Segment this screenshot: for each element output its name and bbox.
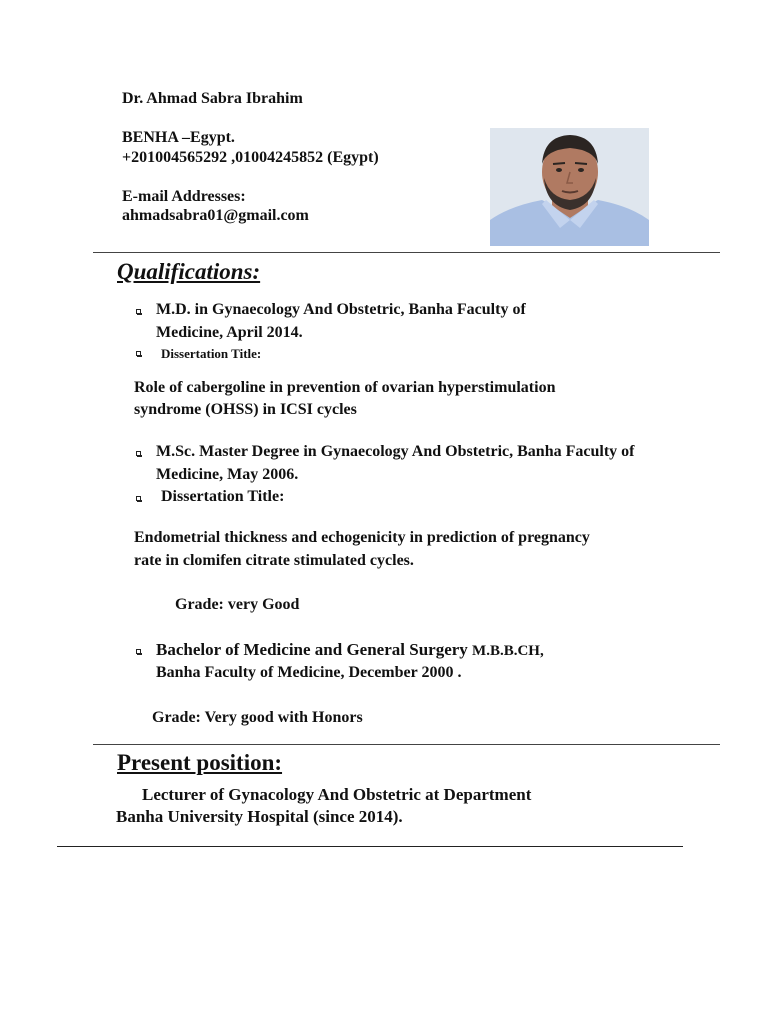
md-degree-line2: Medicine, April 2014. [156, 324, 303, 341]
present-position-heading: Present position: [117, 750, 283, 775]
mbbch-grade: Grade: Very good with Honors [152, 709, 363, 726]
candidate-name: Dr. Ahmad Sabra Ibrahim [122, 90, 303, 107]
square-bullet-icon [136, 451, 141, 456]
msc-dissertation-label: Dissertation Title: [161, 488, 285, 505]
divider-header [93, 252, 720, 253]
square-bullet-icon [136, 649, 141, 654]
present-position-line2: Banha University Hospital (since 2014). [116, 807, 403, 826]
msc-dissertation-title-line2: rate in clomifen citrate stimulated cycles. [134, 552, 414, 569]
md-dissertation-title-line2: syndrome (OHSS) in ICSI cycles [134, 401, 357, 418]
square-bullet-icon [136, 496, 141, 501]
present-position-line1: Lecturer of Gynacology And Obstetric at Department [142, 785, 532, 804]
mbbch-degree-title: Bachelor of Medicine and General Surgery [156, 640, 468, 659]
md-degree-line1: M.D. in Gynaecology And Obstetric, Banha Faculty of [156, 301, 526, 318]
square-bullet-icon [136, 309, 141, 314]
location: BENHA –Egypt. [122, 129, 235, 146]
phone-numbers: +201004565292 ,01004245852 (Egypt) [122, 149, 379, 166]
profile-photo [490, 128, 649, 246]
email-address[interactable]: ahmadsabra01@gmail.com [122, 207, 309, 224]
msc-degree-line2: Medicine, May 2006. [156, 466, 299, 483]
msc-degree-line1: M.Sc. Master Degree in Gynaecology And Obstetric, Banha Faculty of [156, 443, 635, 460]
mbbch-degree-line2: Banha Faculty of Medicine, December 2000 . [156, 664, 462, 681]
divider-bottom [57, 846, 683, 847]
mbbch-degree-line1 [156, 639, 544, 662]
md-dissertation-title-line1: Role of cabergoline in prevention of ovarian hyperstimulation [134, 379, 556, 396]
email-label: E-mail Addresses: [122, 188, 246, 205]
md-dissertation-label: Dissertation Title: [161, 346, 262, 361]
msc-dissertation-title-line1: Endometrial thickness and echogenicity in prediction of pregnancy [134, 529, 590, 546]
msc-grade: Grade: very Good [175, 596, 300, 613]
qualifications-heading: Qualifications: [117, 259, 261, 284]
divider-qualifications [93, 744, 720, 745]
mbbch-abbreviation: M.B.B.CH, [472, 643, 544, 659]
square-bullet-icon [136, 351, 141, 356]
